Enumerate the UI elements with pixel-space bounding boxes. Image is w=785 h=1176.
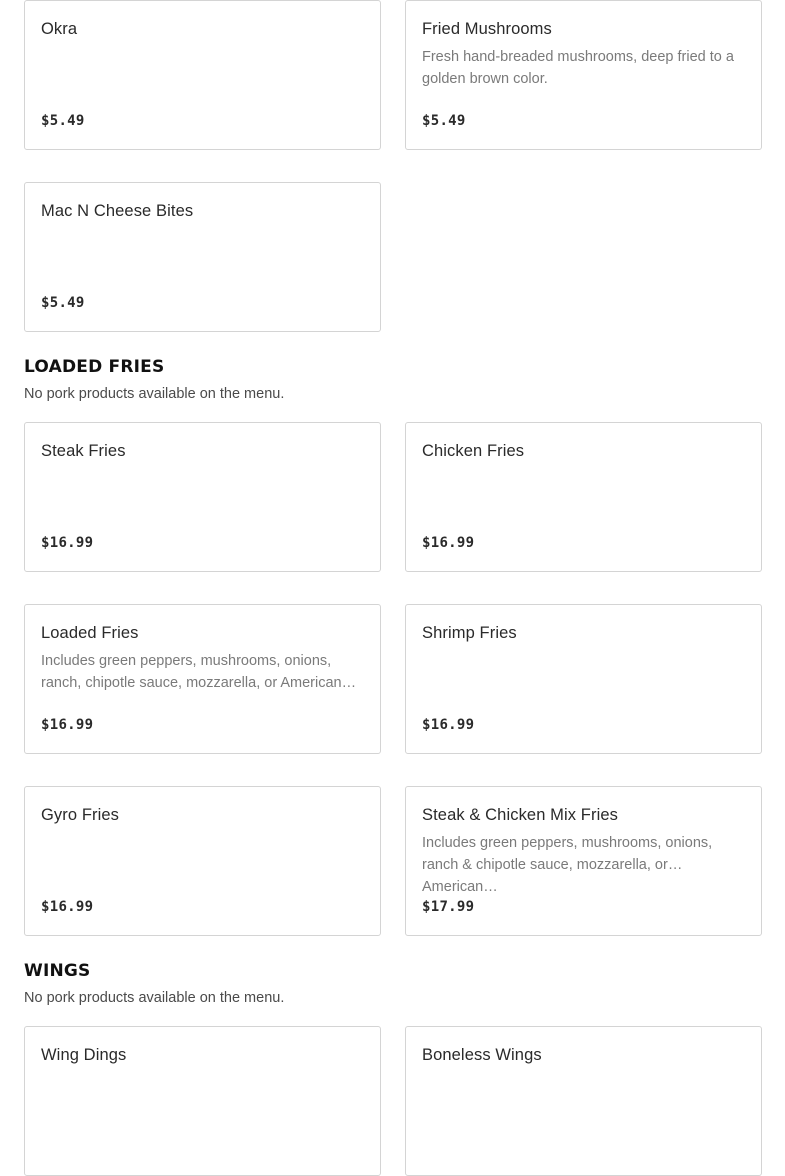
menu-item-name: Chicken Fries (422, 442, 525, 460)
menu-item-price: $5.49 (41, 295, 85, 311)
menu-item-description: Includes green peppers, mushrooms, onions, ranch, chipotle sauce, mozzarella, or American… (41, 653, 357, 691)
menu-item-price: $16.99 (41, 717, 94, 733)
menu-item-card[interactable] (405, 786, 762, 936)
menu-item-price: $16.99 (422, 535, 475, 551)
menu-item-card[interactable] (405, 1026, 762, 1176)
section-title: WINGS (24, 961, 91, 981)
menu-item-card[interactable] (405, 604, 762, 754)
menu-item-name: Steak & Chicken Mix Fries (422, 806, 618, 824)
menu-item-price: $16.99 (41, 899, 94, 915)
section-note: No pork products available on the menu. (24, 386, 285, 402)
menu-item-name: Fried Mushrooms (422, 20, 552, 38)
menu-item-name: Wing Dings (41, 1046, 127, 1064)
menu-item-description: Includes green peppers, mushrooms, onions, ranch & chipotle sauce, mozzarella, or American… (422, 835, 713, 895)
menu-item-description: Fresh hand-breaded mushrooms, deep fried to a golden brown color. (422, 49, 734, 87)
menu-item-name: Shrimp Fries (422, 624, 517, 642)
section-title: LOADED FRIES (24, 357, 165, 377)
menu-item-price: $16.99 (422, 717, 475, 733)
menu-item-card[interactable] (24, 604, 381, 754)
menu-item-name: Boneless Wings (422, 1046, 542, 1064)
menu-item-card[interactable] (405, 422, 762, 572)
menu-item-price: $5.49 (41, 113, 85, 129)
menu-item-price: $17.99 (422, 899, 475, 915)
menu-item-card[interactable] (24, 786, 381, 936)
menu-item-card[interactable] (24, 1026, 381, 1176)
menu-item-name: Mac N Cheese Bites (41, 202, 194, 220)
menu-item-price: $16.99 (41, 535, 94, 551)
menu-item-card[interactable] (24, 0, 381, 150)
menu-item-name: Gyro Fries (41, 806, 120, 824)
section-note: No pork products available on the menu. (24, 990, 285, 1006)
menu-item-name: Okra (41, 20, 78, 38)
menu-item-price: $5.49 (422, 113, 466, 129)
menu-item-card[interactable] (24, 182, 381, 332)
menu-item-name: Loaded Fries (41, 624, 139, 642)
menu-item-name: Steak Fries (41, 442, 126, 460)
menu-item-card[interactable] (24, 422, 381, 572)
menu-item-card[interactable] (405, 0, 762, 150)
